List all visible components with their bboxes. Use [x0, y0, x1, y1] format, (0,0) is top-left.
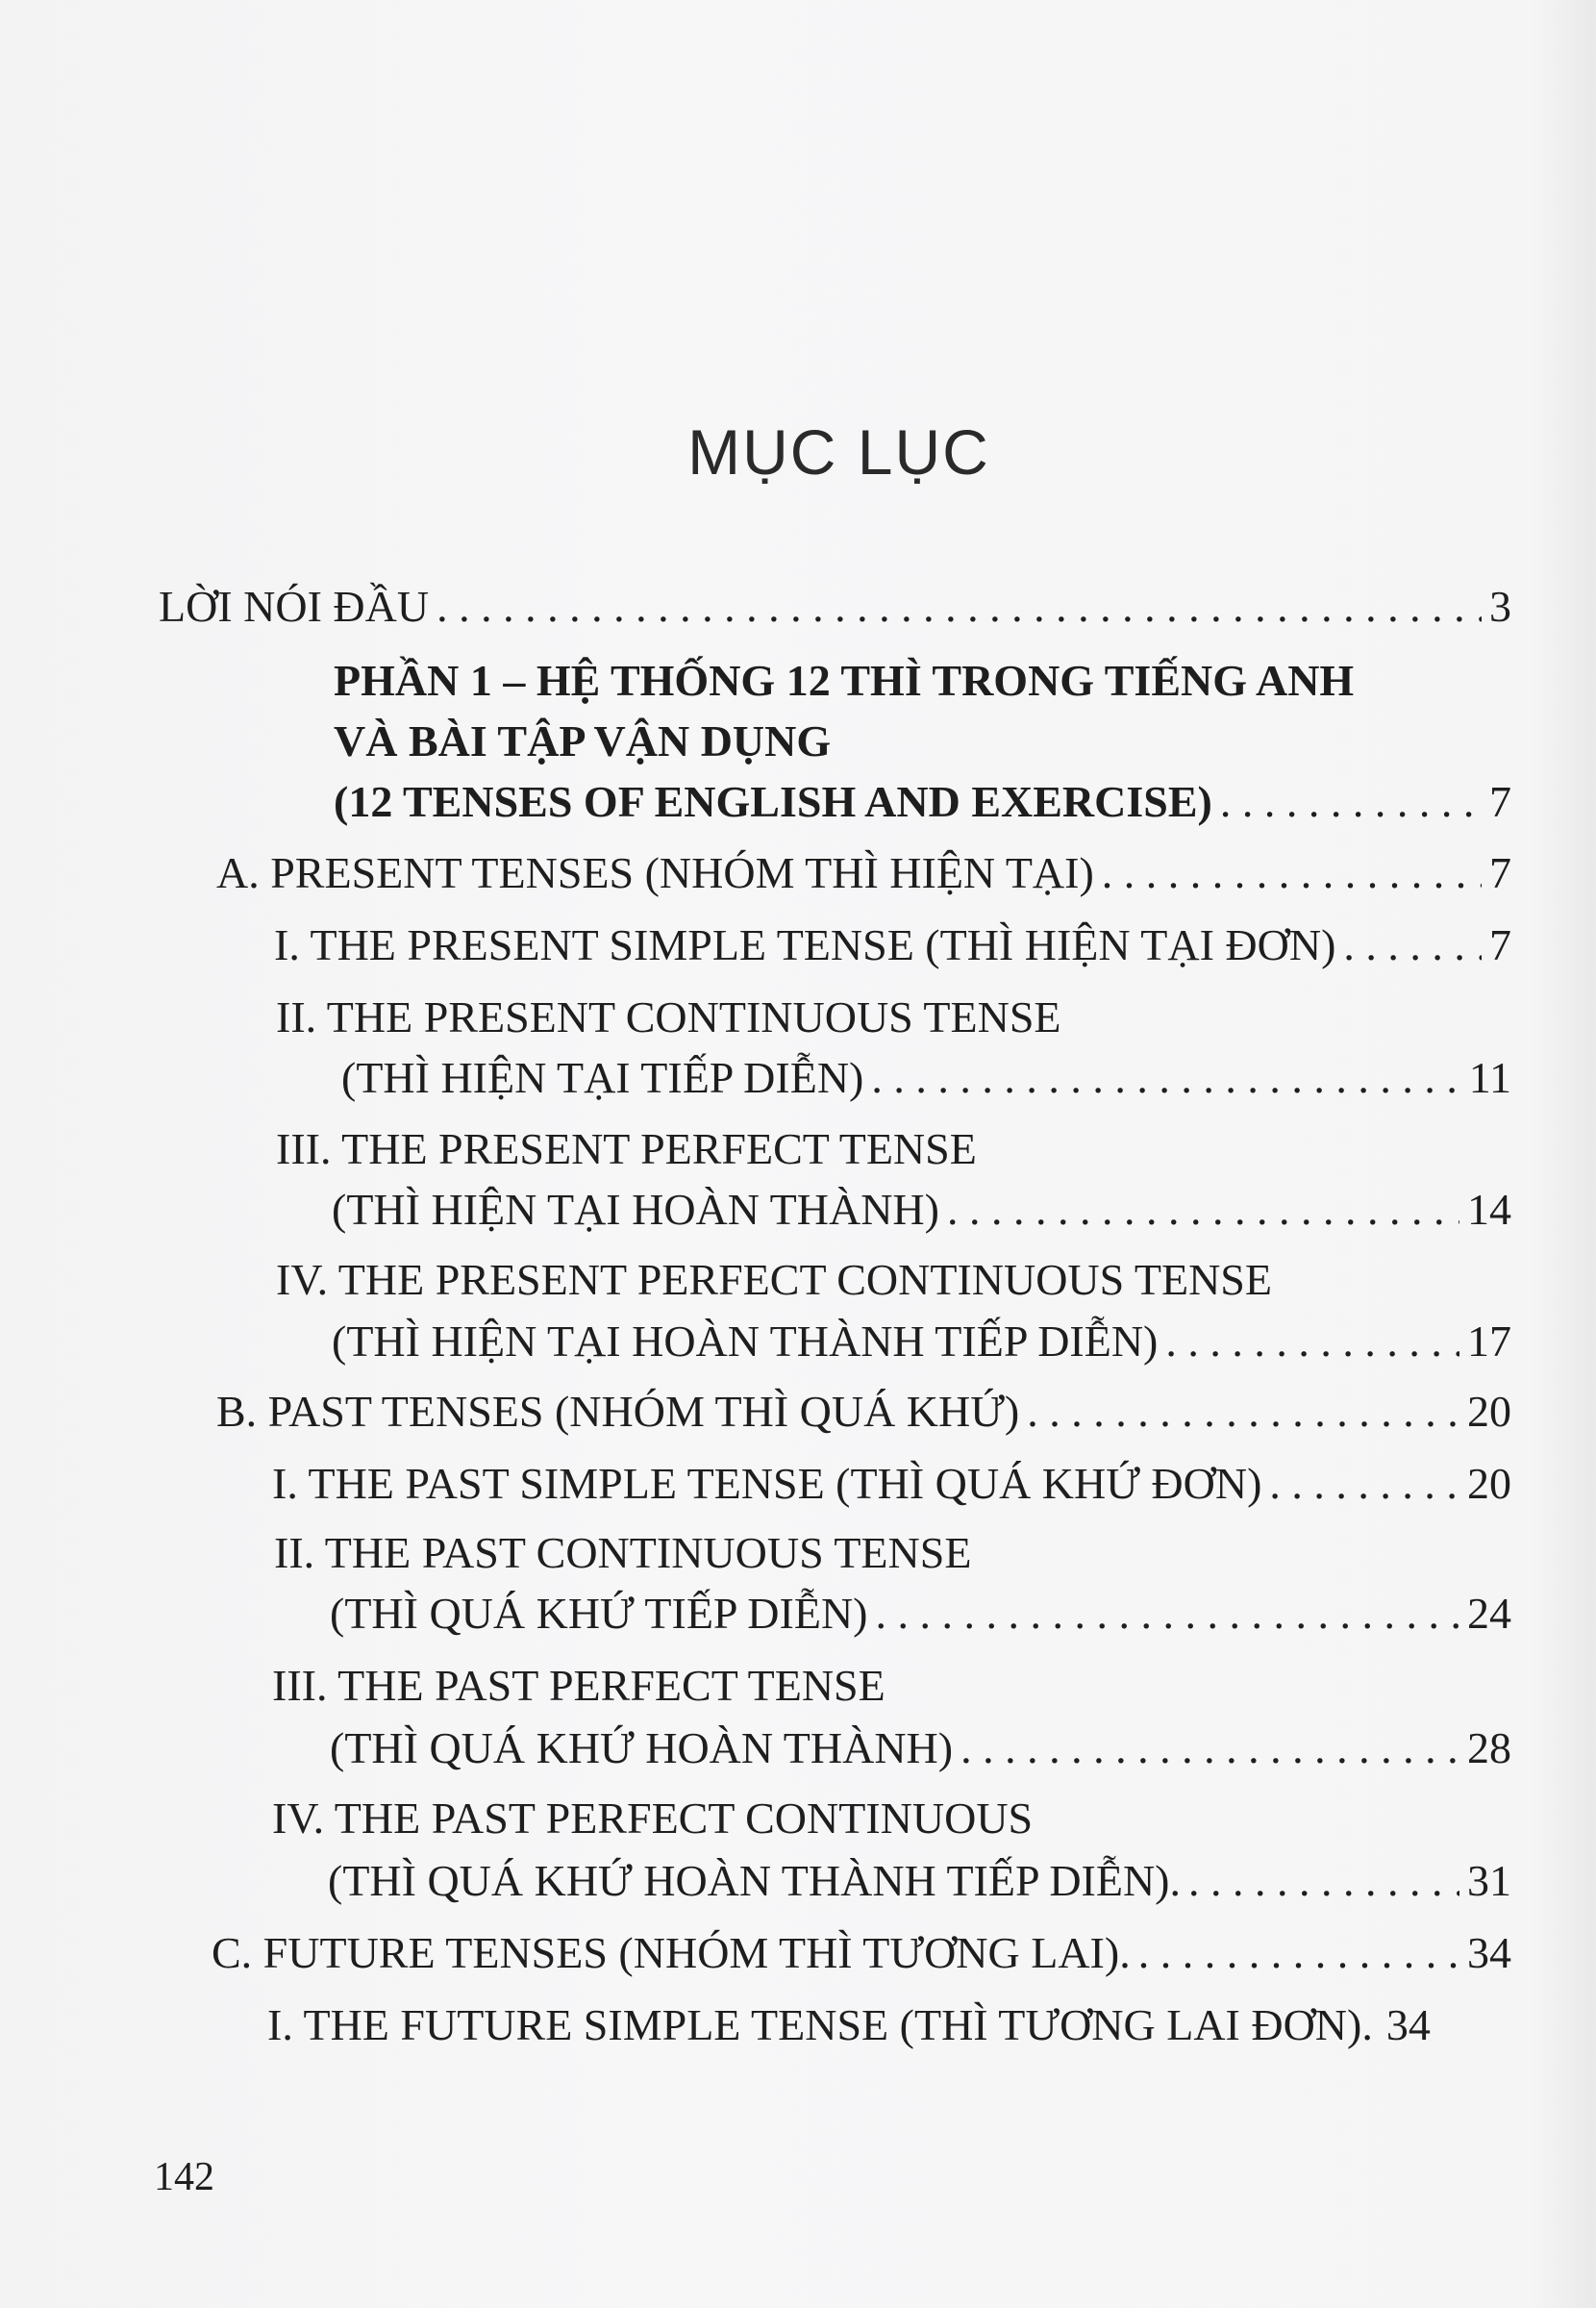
toc-page-number: 34	[1385, 2000, 1431, 2049]
toc-entry-present-perfect-line1	[276, 1124, 977, 1173]
toc-entry-past-perfect-continuous-line1	[272, 1796, 1033, 1841]
toc-page-number: 28	[1467, 1723, 1511, 1772]
toc-entry-text: III. THE PRESENT PERFECT TENSE	[276, 1124, 977, 1173]
toc-entry-text: (THÌ QUÁ KHỨ TIẾP DIỄN)	[330, 1589, 868, 1638]
toc-entry-foreword[interactable]	[159, 582, 1511, 631]
toc-entry-text: PHẦN 1 – HỆ THỐNG 12 THÌ TRONG TIẾNG ANH	[334, 656, 1355, 705]
toc-entry-text: I. THE PRESENT SIMPLE TENSE (THÌ HIỆN TẠI ĐƠN)	[274, 920, 1336, 969]
toc-entry-text: (THÌ HIỆN TẠI HOÀN THÀNH TIẾP DIỄN)	[332, 1317, 1159, 1366]
toc-part-heading-line2	[334, 716, 832, 765]
dot-leader	[1027, 1390, 1459, 1434]
toc-entry-text: (THÌ QUÁ KHỨ HOÀN THÀNH TIẾP DIỄN).	[328, 1856, 1182, 1905]
toc-entry-past-perfect-line2[interactable]	[330, 1723, 1511, 1772]
page-number: 142	[154, 2155, 214, 2199]
toc-page-number: 20	[1467, 1387, 1511, 1436]
toc-entry-text: A. PRESENT TENSES (NHÓM THÌ HIỆN TẠI)	[216, 848, 1094, 897]
toc-entry-past-simple[interactable]	[272, 1459, 1511, 1508]
toc-entry-present-perfect-line2[interactable]	[332, 1185, 1511, 1234]
toc-page-number: 11	[1468, 1053, 1511, 1102]
toc-entry-present-perfect-continuous-line2[interactable]	[332, 1319, 1511, 1364]
dot-leader	[1343, 923, 1482, 967]
toc-entry-text: (12 TENSES OF ENGLISH AND EXERCISE)	[334, 777, 1212, 826]
toc-entry-text: IV. THE PRESENT PERFECT CONTINUOUS TENSE	[276, 1255, 1272, 1304]
toc-entry-section-a[interactable]	[216, 848, 1511, 897]
toc-entry-text: (THÌ HIỆN TẠI TIẾP DIỄN)	[341, 1053, 864, 1102]
toc-page-number: 7	[1489, 848, 1511, 897]
dot-leader	[947, 1188, 1459, 1232]
page-title: MỤC LỤC	[687, 416, 990, 488]
toc-entry-text: I. THE FUTURE SIMPLE TENSE (THÌ TƯƠNG LAI ĐƠN).	[267, 2000, 1373, 2049]
toc-entry-text: III. THE PAST PERFECT TENSE	[272, 1661, 885, 1710]
toc-entry-present-perfect-continuous-line1	[276, 1255, 1272, 1304]
toc-entry-text: LỜI NÓI ĐẦU	[159, 582, 430, 631]
toc-page-number: 34	[1467, 1928, 1511, 1977]
toc-page-number: 31	[1467, 1856, 1511, 1905]
toc-entry-section-c[interactable]	[212, 1928, 1511, 1977]
toc-part-heading-line1	[334, 656, 1355, 705]
dot-leader	[436, 585, 1482, 629]
toc-page-number: 3	[1489, 582, 1511, 631]
toc-page-number: 14	[1467, 1185, 1511, 1234]
toc-entry-past-perfect-line1	[272, 1661, 885, 1710]
dot-leader	[1165, 1319, 1459, 1364]
toc-entry-past-continuous-line1	[274, 1528, 972, 1577]
toc-page-number: 24	[1467, 1589, 1511, 1638]
toc-entry-section-b[interactable]	[216, 1387, 1511, 1436]
toc-entry-past-perfect-continuous-line2[interactable]	[328, 1856, 1511, 1905]
toc-entry-text: (THÌ HIỆN TẠI HOÀN THÀNH)	[332, 1185, 939, 1234]
toc-entry-text: VÀ BÀI TẬP VẬN DỤNG	[334, 716, 832, 765]
toc-entry-past-continuous-line2[interactable]	[330, 1589, 1511, 1638]
toc-entry-text: IV. THE PAST PERFECT CONTINUOUS	[272, 1794, 1034, 1843]
dot-leader	[871, 1056, 1460, 1100]
dot-leader	[1220, 780, 1482, 824]
toc-entry-present-continuous-line2[interactable]	[341, 1053, 1511, 1102]
dot-leader	[1102, 851, 1482, 895]
toc-entry-present-continuous-line1	[276, 992, 1061, 1041]
dot-leader	[875, 1592, 1459, 1636]
toc-page-number: 17	[1467, 1317, 1511, 1366]
dot-leader	[1269, 1462, 1459, 1506]
toc-page-number: 7	[1489, 920, 1511, 969]
toc-entry-text: I. THE PAST SIMPLE TENSE (THÌ QUÁ KHỨ ĐƠN)	[272, 1459, 1262, 1508]
toc-entry-present-simple[interactable]	[274, 920, 1511, 969]
toc-page-number: 7	[1489, 777, 1511, 826]
toc-entry-text: B. PAST TENSES (NHÓM THÌ QUÁ KHỨ)	[216, 1387, 1020, 1436]
toc-entry-text: C. FUTURE TENSES (NHÓM THÌ TƯƠNG LAI).	[212, 1928, 1131, 1977]
toc-part-heading-line3[interactable]	[334, 777, 1511, 826]
dot-leader	[1138, 1931, 1459, 1975]
toc-entry-text: II. THE PRESENT CONTINUOUS TENSE	[276, 992, 1061, 1041]
toc-entry-text: (THÌ QUÁ KHỨ HOÀN THÀNH)	[330, 1723, 954, 1772]
dot-leader	[960, 1726, 1459, 1770]
toc-entry-future-simple[interactable]	[267, 2000, 1511, 2049]
toc-entry-text: II. THE PAST CONTINUOUS TENSE	[274, 1528, 972, 1577]
toc-page-number: 20	[1467, 1459, 1511, 1508]
dot-leader	[1188, 1859, 1459, 1903]
